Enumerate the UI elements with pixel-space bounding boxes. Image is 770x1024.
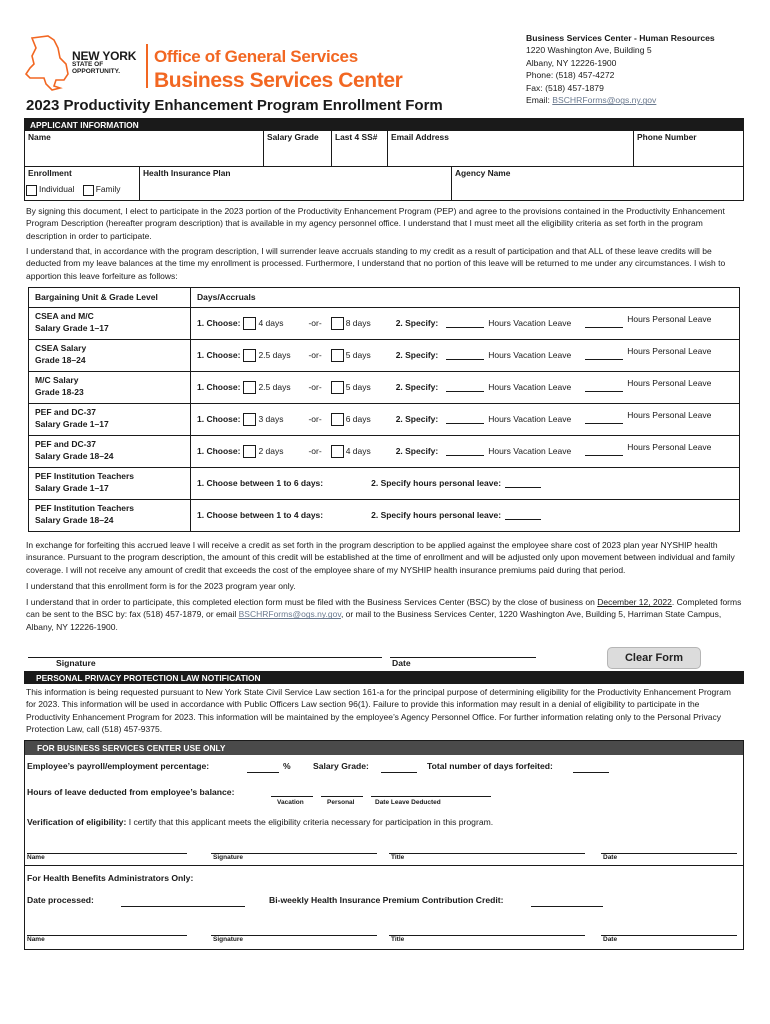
applicant-row2 bbox=[25, 166, 743, 200]
option-b-label: 5 days bbox=[345, 349, 371, 360]
health-plan-field[interactable] bbox=[139, 167, 451, 200]
contact-block bbox=[526, 32, 715, 107]
unit-cell bbox=[29, 371, 191, 403]
option-a-label: 4 days bbox=[258, 317, 284, 328]
option-a-checkbox[interactable] bbox=[243, 317, 256, 330]
vacation-input[interactable] bbox=[271, 787, 313, 797]
enrollment-field bbox=[25, 167, 139, 200]
verif-title-label: Title bbox=[391, 854, 405, 862]
unit-cell bbox=[29, 403, 191, 435]
option-b-label: 4 days bbox=[345, 445, 371, 456]
specify-label: 2. Specify: bbox=[395, 413, 439, 424]
paragraph-4: I understand that this enrollment form is for the 2023 program year only. bbox=[26, 580, 296, 591]
contact-email-label: Email: bbox=[526, 95, 553, 106]
health-plan-label: Health Insurance Plan bbox=[143, 168, 231, 178]
table-header-row bbox=[29, 287, 740, 307]
option-b-checkbox[interactable] bbox=[331, 445, 344, 458]
accrual-cell bbox=[191, 371, 740, 403]
accrual-options bbox=[197, 478, 733, 489]
specify-label: 2. Specify: bbox=[395, 381, 439, 392]
choose-label: 1. Choose: bbox=[197, 317, 241, 328]
unit-line1: CSEA Salary bbox=[35, 343, 87, 354]
verif-date-label: Date bbox=[603, 854, 618, 862]
personal-input[interactable] bbox=[321, 787, 363, 797]
option-a-label: 3 days bbox=[258, 413, 284, 424]
choose-label: 1. Choose: bbox=[197, 413, 241, 424]
payroll-input[interactable] bbox=[247, 763, 279, 773]
accrual-cell bbox=[191, 339, 740, 371]
choose-label: 1. Choose: bbox=[197, 349, 241, 360]
choose-label: 1. Choose: bbox=[197, 445, 241, 456]
logo-divider bbox=[146, 44, 148, 88]
bsc-section-bar: FOR BUSINESS SERVICES CENTER USE ONLY bbox=[25, 741, 743, 755]
personal-hours-label: Hours Personal Leave bbox=[627, 441, 712, 452]
contact-address2: Albany, NY 12226-1900 bbox=[526, 57, 617, 68]
enrollment-options bbox=[26, 184, 136, 195]
family-label: Family bbox=[95, 184, 121, 195]
specify-label: 2. Specify hours personal leave: bbox=[371, 477, 502, 488]
unit-line2: Salary Grade 1–17 bbox=[35, 323, 109, 334]
option-a-label: 2 days bbox=[258, 445, 284, 456]
applicant-row1 bbox=[25, 131, 743, 166]
unit-cell bbox=[29, 435, 191, 467]
personal-hours-input[interactable] bbox=[505, 510, 541, 520]
table-row bbox=[29, 403, 740, 435]
verification-text bbox=[27, 817, 493, 829]
verif-name-label: Name bbox=[27, 854, 45, 862]
form-page bbox=[24, 26, 744, 950]
option-b-label: 6 days bbox=[345, 413, 371, 424]
table-row bbox=[29, 371, 740, 403]
hba-name-line[interactable] bbox=[27, 935, 187, 936]
credit-label: Bi-weekly Health Insurance Premium Contribution Credit: bbox=[269, 895, 504, 906]
accrual-options bbox=[197, 409, 733, 426]
table-row bbox=[29, 435, 740, 467]
specify-label: 2. Specify: bbox=[395, 317, 439, 328]
personal-hours-input[interactable] bbox=[585, 318, 623, 328]
option-b-label: 5 days bbox=[345, 381, 371, 392]
p5-part-b: . Completed forms can be sent to the BSC by: fax (518) 457-1879, or email bbox=[26, 597, 742, 620]
vacation-hours-label: Hours Vacation Leave bbox=[488, 445, 572, 456]
table-body bbox=[29, 307, 740, 467]
verification-rest: I certify that this applicant meets the eligibility criteria necessary for participation in this program. bbox=[126, 817, 494, 828]
email-label: Email Address bbox=[391, 132, 449, 142]
applicant-grid bbox=[24, 131, 744, 201]
nys-map-icon bbox=[24, 34, 70, 92]
hba-date-line[interactable] bbox=[601, 935, 737, 936]
option-a-checkbox[interactable] bbox=[243, 381, 256, 394]
p5-part-a: I understand that in order to participate, this completed election form must be filed with the Business Services Center (BSC) by the close of business on bbox=[26, 597, 595, 608]
table-row bbox=[29, 339, 740, 371]
verif-signature-label: Signature bbox=[213, 854, 243, 862]
hours-deducted-label: Hours of leave deducted from employee’s balance: bbox=[27, 787, 235, 798]
unit-cell bbox=[29, 467, 191, 499]
accrual-options bbox=[197, 510, 733, 521]
logo-line1: NEW YORK bbox=[72, 49, 137, 63]
option-a-checkbox[interactable] bbox=[243, 413, 256, 426]
vacation-hours-label: Hours Vacation Leave bbox=[488, 349, 572, 360]
individual-label: Individual bbox=[39, 184, 75, 195]
last4-ssn-label: Last 4 SS# bbox=[335, 132, 378, 142]
specify-label: 2. Specify hours personal leave: bbox=[371, 509, 502, 520]
table-row bbox=[29, 467, 740, 499]
unit-line1: M/C Salary bbox=[35, 375, 79, 386]
privacy-section-bar: PERSONAL PRIVACY PROTECTION LAW NOTIFICATION bbox=[24, 671, 744, 684]
vacation-hours-label: Hours Vacation Leave bbox=[488, 381, 572, 392]
bsc-divider bbox=[25, 865, 743, 866]
hba-title: For Health Benefits Administrators Only: bbox=[27, 873, 194, 884]
accrual-options bbox=[197, 345, 733, 362]
personal-hours-input[interactable] bbox=[585, 382, 623, 392]
date-processed-label: Date processed: bbox=[27, 895, 94, 906]
email-field[interactable] bbox=[387, 131, 633, 166]
unit-line2: Salary Grade 1–17 bbox=[35, 419, 109, 430]
total-days-input[interactable] bbox=[573, 763, 609, 773]
verif-name-line[interactable] bbox=[27, 853, 187, 854]
accrual-cell bbox=[191, 435, 740, 467]
accrual-cell bbox=[191, 307, 740, 339]
name-field[interactable] bbox=[25, 131, 263, 166]
option-a-label: 2.5 days bbox=[258, 381, 291, 392]
clear-form-button[interactable]: Clear Form bbox=[607, 647, 701, 669]
specify-label: 2. Specify: bbox=[395, 349, 439, 360]
unit-cell bbox=[29, 307, 191, 339]
form-title: 2023 Productivity Enhancement Program Enrollment Form bbox=[26, 97, 443, 114]
bsc-grade-input[interactable] bbox=[381, 763, 417, 773]
salary-grade-label: Salary Grade bbox=[267, 132, 319, 142]
family-checkbox[interactable] bbox=[83, 185, 94, 196]
accrual-cell bbox=[191, 499, 740, 531]
table-row bbox=[29, 307, 740, 339]
personal-hours-input[interactable] bbox=[585, 446, 623, 456]
last4-ssn-field[interactable] bbox=[331, 131, 387, 166]
date-deducted-input[interactable] bbox=[371, 787, 491, 797]
header bbox=[24, 26, 744, 118]
personal-hours-input[interactable] bbox=[505, 478, 541, 488]
hba-signature-label: Signature bbox=[213, 936, 243, 944]
date-label: Date bbox=[392, 658, 411, 669]
header-days: Days/Accruals bbox=[191, 287, 740, 307]
accrual-options bbox=[197, 377, 733, 394]
paragraph-3: In exchange for forfeiting this accrued leave I will receive a credit as set forth in the program description to be applied against the employee share cost of 2023 plan year NYSHIP health insurance. Pursuant to the program description, the amount of this credit will be established at the time of enrollment and will be adjusted only upon movement between individual and family coverage. I will not receive any amount of credit that exceeds the cost of the employee share of my NYSHIP health insurance premiums paid during that period. bbox=[26, 539, 735, 575]
vacation-hours-label: Hours Vacation Leave bbox=[488, 413, 572, 424]
accrual-cell bbox=[191, 403, 740, 435]
unit-line1: PEF Institution Teachers bbox=[35, 503, 135, 514]
hba-title-label: Title bbox=[391, 936, 405, 944]
individual-checkbox[interactable] bbox=[26, 185, 37, 196]
bsc-body bbox=[25, 755, 743, 949]
option-b-checkbox[interactable] bbox=[331, 381, 344, 394]
specify-label: 2. Specify: bbox=[395, 445, 439, 456]
option-a-checkbox[interactable] bbox=[243, 349, 256, 362]
paragraph-1: By signing this document, I elect to participate in the 2023 portion of the Productivity Enhancement Program (PEP) and agree to the provisions contained in the Productivity Enhancement Program Description (hereafter program description) that is available in my agency personnel office. I understand that I must meet all the eligibility criteria as set forth in the program description in order to participate. bbox=[26, 206, 725, 241]
hba-name-label: Name bbox=[27, 936, 45, 944]
or-label: -or- bbox=[308, 445, 322, 456]
contact-email bbox=[526, 94, 715, 106]
phone-label: Phone Number bbox=[637, 132, 697, 142]
unit-line2: Grade 18-23 bbox=[35, 387, 84, 398]
percent-sign: % bbox=[283, 761, 291, 772]
choose-label: 1. Choose between 1 to 6 days: bbox=[197, 477, 324, 488]
contact-email-link[interactable]: BSCHRForms@ogs.ny.gov bbox=[552, 95, 657, 106]
logo-line2 bbox=[72, 62, 120, 76]
unit-line2: Salary Grade 18–24 bbox=[35, 515, 114, 526]
unit-cell bbox=[29, 339, 191, 371]
agency-name-line1: Office of General Services bbox=[154, 47, 358, 66]
choose-label: 1. Choose: bbox=[197, 381, 241, 392]
unit-cell bbox=[29, 499, 191, 531]
personal-hours-input[interactable] bbox=[585, 350, 623, 360]
accrual-cell bbox=[191, 467, 740, 499]
option-b-checkbox[interactable] bbox=[331, 413, 344, 426]
verif-date-line[interactable] bbox=[601, 853, 737, 854]
option-b-label: 8 days bbox=[345, 317, 371, 328]
vacation-label: Vacation bbox=[277, 799, 304, 807]
vacation-hours-input[interactable] bbox=[446, 350, 484, 360]
or-label: -or- bbox=[308, 317, 322, 328]
personal-hours-label: Hours Personal Leave bbox=[627, 313, 712, 324]
contact-phone: Phone: (518) 457-4272 bbox=[526, 70, 615, 81]
salary-grade-field[interactable] bbox=[263, 131, 331, 166]
paragraph-2: I understand that, in accordance with the program description, I will surrender leave accruals standing to my credit as a result of participation and that ALL of these leave credits will be deducted from my leave balances at the time my enrollment is processed. Furthermore, I understand that no portion of this leave will be returned to me under any circumstances. I wish to apportion this leave forfeiture as follows: bbox=[26, 245, 726, 281]
agency-logo bbox=[24, 34, 434, 94]
logo-line2b: OPPORTUNITY. bbox=[72, 67, 121, 75]
logo-line2a: STATE OF bbox=[72, 61, 104, 68]
accrual-options bbox=[197, 313, 733, 330]
unit-line1: PEF and DC-37 bbox=[35, 439, 96, 450]
date-deducted-label: Date Leave Deducted bbox=[375, 799, 441, 807]
bsc-section bbox=[24, 740, 744, 950]
paragraph-5 bbox=[24, 596, 744, 633]
verif-title-line[interactable] bbox=[389, 853, 585, 854]
verification-bold: Verification of eligibility: bbox=[27, 817, 127, 828]
unit-line1: PEF and DC-37 bbox=[35, 407, 96, 418]
accrual-options bbox=[197, 441, 733, 458]
date-processed-input[interactable] bbox=[121, 897, 245, 907]
unit-line1: CSEA and M/C bbox=[35, 311, 94, 322]
date-line[interactable] bbox=[390, 657, 536, 658]
contact-address1: 1220 Washington Ave, Building 5 bbox=[526, 45, 652, 56]
or-label: -or- bbox=[308, 413, 322, 424]
unit-line2: Grade 18–24 bbox=[35, 355, 86, 366]
hba-date-label: Date bbox=[603, 936, 618, 944]
p5-email-link[interactable]: BSCHRForms@ogs.ny.gov bbox=[238, 609, 341, 620]
or-label: -or- bbox=[308, 381, 322, 392]
agency-name-label: Agency Name bbox=[455, 168, 511, 178]
p5-deadline: December 12, 2022 bbox=[597, 597, 672, 608]
header-unit: Bargaining Unit & Grade Level bbox=[29, 287, 191, 307]
choose-label: 1. Choose between 1 to 4 days: bbox=[197, 509, 324, 520]
privacy-text: This information is being requested pursuant to New York State Civil Service Law section 161-a for the principal purpose of determining eligibility for the Productivity Enhancement Program for 2023. This information will be used in accordance with Public Officers Law section 96(1). Failure to provide this information may result in a denial of eligibility to participate in the Productivity Enhancement Program for 2023. This information will be maintained by the employee’s Agency Personnel Office. For further information relating only to the Personal Privacy Protection Law, call (518) 457-9375. bbox=[26, 687, 731, 734]
enrollment-label: Enrollment bbox=[28, 168, 72, 178]
personal-hours-label: Hours Personal Leave bbox=[627, 345, 712, 356]
credit-input[interactable] bbox=[531, 897, 603, 907]
personal-hours-label: Hours Personal Leave bbox=[627, 377, 712, 388]
option-b-checkbox[interactable] bbox=[331, 349, 344, 362]
hba-title-line[interactable] bbox=[389, 935, 585, 936]
phone-field[interactable] bbox=[633, 131, 743, 166]
signature-label: Signature bbox=[56, 658, 96, 669]
contact-fax: Fax: (518) 457-1879 bbox=[526, 82, 604, 93]
contact-title: Business Services Center - Human Resources bbox=[526, 33, 715, 43]
total-days-label: Total number of days forfeited: bbox=[427, 761, 553, 772]
option-a-label: 2.5 days bbox=[258, 349, 291, 360]
p5-part-c: , or mail to the Business Services Center, 1220 Washington Ave, Building 5, Harriman State Campus, Albany, NY 12226-1900. bbox=[26, 609, 722, 632]
unit-line2: Salary Grade 18–24 bbox=[35, 451, 114, 462]
personal-hours-input[interactable] bbox=[585, 414, 623, 424]
option-a-checkbox[interactable] bbox=[243, 445, 256, 458]
agency-name-field[interactable] bbox=[451, 167, 743, 200]
payroll-label: Employee’s payroll/employment percentage: bbox=[27, 761, 210, 772]
applicant-section-bar: APPLICANT INFORMATION bbox=[24, 118, 744, 131]
table-row bbox=[29, 499, 740, 531]
bsc-grade-label: Salary Grade: bbox=[313, 761, 369, 772]
vacation-hours-label: Hours Vacation Leave bbox=[488, 317, 572, 328]
unit-line1: PEF Institution Teachers bbox=[35, 471, 135, 482]
bargaining-table bbox=[28, 287, 740, 532]
vacation-hours-input[interactable] bbox=[446, 382, 484, 392]
personal-hours-label: Hours Personal Leave bbox=[627, 409, 712, 420]
agency-name-line2: Business Services Center bbox=[154, 69, 403, 92]
name-label: Name bbox=[28, 132, 51, 142]
option-b-checkbox[interactable] bbox=[331, 317, 344, 330]
personal-label: Personal bbox=[327, 799, 355, 807]
vacation-hours-input[interactable] bbox=[446, 318, 484, 328]
or-label: -or- bbox=[308, 349, 322, 360]
vacation-hours-input[interactable] bbox=[446, 446, 484, 456]
vacation-hours-input[interactable] bbox=[446, 414, 484, 424]
unit-line2: Salary Grade 1–17 bbox=[35, 483, 109, 494]
